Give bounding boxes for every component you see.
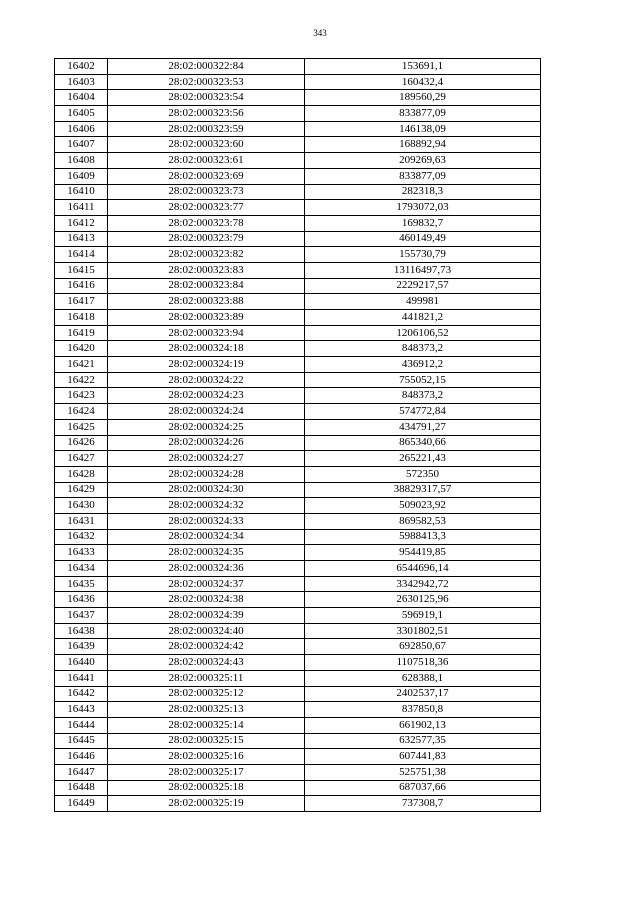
cadastral-number-cell: 28:02:000324:35 xyxy=(108,545,305,561)
cadastral-number-cell: 28:02:000323:73 xyxy=(108,184,305,200)
cadastral-number-cell: 28:02:000323:89 xyxy=(108,310,305,326)
row-number-cell: 16415 xyxy=(55,262,108,278)
table-row xyxy=(55,137,541,153)
table-row xyxy=(55,184,541,200)
table-row xyxy=(55,325,541,341)
cadastral-number-cell: 28:02:000325:14 xyxy=(108,717,305,733)
cadastral-number-cell: 28:02:000325:13 xyxy=(108,702,305,718)
table-row xyxy=(55,404,541,420)
cadastral-value-cell: 2229217,57 xyxy=(305,278,541,294)
table-row xyxy=(55,639,541,655)
cadastral-number-cell: 28:02:000325:16 xyxy=(108,749,305,765)
row-number-cell: 16417 xyxy=(55,294,108,310)
table-row xyxy=(55,294,541,310)
cadastral-value-cell: 1107518,36 xyxy=(305,655,541,671)
cadastral-number-cell: 28:02:000324:39 xyxy=(108,608,305,624)
row-number-cell: 16405 xyxy=(55,106,108,122)
cadastral-value-cell: 13116497,73 xyxy=(305,262,541,278)
row-number-cell: 16414 xyxy=(55,247,108,263)
cadastral-number-cell: 28:02:000323:53 xyxy=(108,74,305,90)
row-number-cell: 16439 xyxy=(55,639,108,655)
table-row xyxy=(55,561,541,577)
cadastral-value-cell: 38829317,57 xyxy=(305,482,541,498)
cadastral-value-cell: 865340,66 xyxy=(305,435,541,451)
row-number-cell: 16448 xyxy=(55,780,108,796)
row-number-cell: 16429 xyxy=(55,482,108,498)
cadastral-value-cell: 460149,49 xyxy=(305,231,541,247)
row-number-cell: 16416 xyxy=(55,278,108,294)
cadastral-value-cell: 434791,27 xyxy=(305,419,541,435)
cadastral-value-cell: 1793072,03 xyxy=(305,200,541,216)
cadastral-value-cell: 155730,79 xyxy=(305,247,541,263)
row-number-cell: 16432 xyxy=(55,529,108,545)
page-number: 343 xyxy=(313,28,327,38)
row-number-cell: 16447 xyxy=(55,764,108,780)
cadastral-number-cell: 28:02:000324:32 xyxy=(108,498,305,514)
row-number-cell: 16443 xyxy=(55,702,108,718)
cadastral-value-cell: 5988413,3 xyxy=(305,529,541,545)
table-row xyxy=(55,215,541,231)
cadastral-number-cell: 28:02:000323:94 xyxy=(108,325,305,341)
row-number-cell: 16437 xyxy=(55,608,108,624)
cadastral-number-cell: 28:02:000324:38 xyxy=(108,592,305,608)
cadastral-value-cell: 209269,63 xyxy=(305,153,541,169)
table-row xyxy=(55,153,541,169)
cadastral-value-cell: 3301802,51 xyxy=(305,623,541,639)
row-number-cell: 16404 xyxy=(55,90,108,106)
table-body xyxy=(55,59,541,812)
table-row xyxy=(55,702,541,718)
cadastral-number-cell: 28:02:000324:42 xyxy=(108,639,305,655)
cadastral-number-cell: 28:02:000323:60 xyxy=(108,137,305,153)
cadastral-value-cell: 499981 xyxy=(305,294,541,310)
cadastral-value-cell: 189560,29 xyxy=(305,90,541,106)
table-row xyxy=(55,106,541,122)
table-row xyxy=(55,310,541,326)
row-number-cell: 16425 xyxy=(55,419,108,435)
row-number-cell: 16419 xyxy=(55,325,108,341)
row-number-cell: 16426 xyxy=(55,435,108,451)
cadastral-value-cell: 692850,67 xyxy=(305,639,541,655)
row-number-cell: 16440 xyxy=(55,655,108,671)
cadastral-value-cell: 168892,94 xyxy=(305,137,541,153)
row-number-cell: 16434 xyxy=(55,561,108,577)
cadastral-number-cell: 28:02:000324:36 xyxy=(108,561,305,577)
cadastral-value-table xyxy=(54,58,541,812)
table-row xyxy=(55,278,541,294)
table-row xyxy=(55,90,541,106)
cadastral-value-cell: 441821,2 xyxy=(305,310,541,326)
table-row xyxy=(55,482,541,498)
row-number-cell: 16407 xyxy=(55,137,108,153)
table-row xyxy=(55,231,541,247)
cadastral-value-cell: 146138,09 xyxy=(305,121,541,137)
cadastral-number-cell: 28:02:000322:84 xyxy=(108,59,305,75)
cadastral-number-cell: 28:02:000323:78 xyxy=(108,215,305,231)
row-number-cell: 16438 xyxy=(55,623,108,639)
table-row xyxy=(55,545,541,561)
table-row xyxy=(55,451,541,467)
cadastral-value-cell: 6544696,14 xyxy=(305,561,541,577)
row-number-cell: 16412 xyxy=(55,215,108,231)
cadastral-number-cell: 28:02:000325:17 xyxy=(108,764,305,780)
cadastral-value-cell: 755052,15 xyxy=(305,372,541,388)
row-number-cell: 16433 xyxy=(55,545,108,561)
cadastral-value-cell: 833877,09 xyxy=(305,168,541,184)
table-row xyxy=(55,200,541,216)
cadastral-number-cell: 28:02:000324:40 xyxy=(108,623,305,639)
row-number-cell: 16442 xyxy=(55,686,108,702)
table-row xyxy=(55,357,541,373)
cadastral-number-cell: 28:02:000324:18 xyxy=(108,341,305,357)
cadastral-number-cell: 28:02:000324:28 xyxy=(108,466,305,482)
cadastral-number-cell: 28:02:000324:19 xyxy=(108,357,305,373)
table-row xyxy=(55,686,541,702)
cadastral-number-cell: 28:02:000324:43 xyxy=(108,655,305,671)
row-number-cell: 16402 xyxy=(55,59,108,75)
cadastral-number-cell: 28:02:000325:18 xyxy=(108,780,305,796)
cadastral-value-cell: 869582,53 xyxy=(305,513,541,529)
table-row xyxy=(55,670,541,686)
cadastral-value-cell: 607441,83 xyxy=(305,749,541,765)
cadastral-value-cell: 153691,1 xyxy=(305,59,541,75)
cadastral-number-cell: 28:02:000324:33 xyxy=(108,513,305,529)
cadastral-value-cell: 661902,13 xyxy=(305,717,541,733)
table-row xyxy=(55,168,541,184)
row-number-cell: 16430 xyxy=(55,498,108,514)
table-row xyxy=(55,435,541,451)
row-number-cell: 16423 xyxy=(55,388,108,404)
cadastral-number-cell: 28:02:000324:25 xyxy=(108,419,305,435)
cadastral-value-cell: 687037,66 xyxy=(305,780,541,796)
cadastral-number-cell: 28:02:000323:83 xyxy=(108,262,305,278)
cadastral-number-cell: 28:02:000324:37 xyxy=(108,576,305,592)
row-number-cell: 16403 xyxy=(55,74,108,90)
cadastral-number-cell: 28:02:000323:82 xyxy=(108,247,305,263)
cadastral-number-cell: 28:02:000323:79 xyxy=(108,231,305,247)
cadastral-value-cell: 1206106,52 xyxy=(305,325,541,341)
row-number-cell: 16411 xyxy=(55,200,108,216)
cadastral-value-cell: 833877,09 xyxy=(305,106,541,122)
row-number-cell: 16436 xyxy=(55,592,108,608)
cadastral-value-cell: 954419,85 xyxy=(305,545,541,561)
cadastral-value-cell: 2402537,17 xyxy=(305,686,541,702)
table-row xyxy=(55,733,541,749)
cadastral-number-cell: 28:02:000323:56 xyxy=(108,106,305,122)
table-row xyxy=(55,341,541,357)
row-number-cell: 16410 xyxy=(55,184,108,200)
cadastral-number-cell: 28:02:000324:23 xyxy=(108,388,305,404)
cadastral-number-cell: 28:02:000324:34 xyxy=(108,529,305,545)
cadastral-value-cell: 837850,8 xyxy=(305,702,541,718)
table-row xyxy=(55,121,541,137)
cadastral-number-cell: 28:02:000324:22 xyxy=(108,372,305,388)
cadastral-value-cell: 574772,84 xyxy=(305,404,541,420)
row-number-cell: 16422 xyxy=(55,372,108,388)
table-row xyxy=(55,388,541,404)
row-number-cell: 16444 xyxy=(55,717,108,733)
table-row xyxy=(55,466,541,482)
row-number-cell: 16424 xyxy=(55,404,108,420)
table-row xyxy=(55,498,541,514)
row-number-cell: 16449 xyxy=(55,796,108,812)
cadastral-value-cell: 509023,92 xyxy=(305,498,541,514)
table-row xyxy=(55,592,541,608)
table-row xyxy=(55,262,541,278)
row-number-cell: 16428 xyxy=(55,466,108,482)
cadastral-number-cell: 28:02:000323:88 xyxy=(108,294,305,310)
row-number-cell: 16406 xyxy=(55,121,108,137)
cadastral-value-cell: 265221,43 xyxy=(305,451,541,467)
row-number-cell: 16431 xyxy=(55,513,108,529)
cadastral-number-cell: 28:02:000324:27 xyxy=(108,451,305,467)
row-number-cell: 16418 xyxy=(55,310,108,326)
table-row xyxy=(55,59,541,75)
table-row xyxy=(55,419,541,435)
row-number-cell: 16446 xyxy=(55,749,108,765)
cadastral-value-cell: 572350 xyxy=(305,466,541,482)
cadastral-value-cell: 737308,7 xyxy=(305,796,541,812)
cadastral-value-cell: 282318,3 xyxy=(305,184,541,200)
row-number-cell: 16421 xyxy=(55,357,108,373)
row-number-cell: 16445 xyxy=(55,733,108,749)
cadastral-value-cell: 2630125,96 xyxy=(305,592,541,608)
table-row xyxy=(55,764,541,780)
table-row xyxy=(55,513,541,529)
cadastral-value-cell: 596919,1 xyxy=(305,608,541,624)
cadastral-value-cell: 632577,35 xyxy=(305,733,541,749)
cadastral-number-cell: 28:02:000323:61 xyxy=(108,153,305,169)
row-number-cell: 16435 xyxy=(55,576,108,592)
table-row xyxy=(55,717,541,733)
cadastral-value-cell: 160432,4 xyxy=(305,74,541,90)
cadastral-value-cell: 848373,2 xyxy=(305,341,541,357)
table-row xyxy=(55,529,541,545)
table-row xyxy=(55,796,541,812)
cadastral-number-cell: 28:02:000323:84 xyxy=(108,278,305,294)
cadastral-value-cell: 525751,38 xyxy=(305,764,541,780)
row-number-cell: 16427 xyxy=(55,451,108,467)
cadastral-number-cell: 28:02:000323:77 xyxy=(108,200,305,216)
cadastral-number-cell: 28:02:000324:26 xyxy=(108,435,305,451)
table-row xyxy=(55,749,541,765)
table-row xyxy=(55,780,541,796)
table-row xyxy=(55,372,541,388)
table-row xyxy=(55,576,541,592)
cadastral-value-cell: 848373,2 xyxy=(305,388,541,404)
row-number-cell: 16408 xyxy=(55,153,108,169)
cadastral-value-cell: 436912,2 xyxy=(305,357,541,373)
cadastral-number-cell: 28:02:000325:15 xyxy=(108,733,305,749)
cadastral-number-cell: 28:02:000324:30 xyxy=(108,482,305,498)
table-row xyxy=(55,74,541,90)
table-row xyxy=(55,623,541,639)
cadastral-number-cell: 28:02:000325:19 xyxy=(108,796,305,812)
cadastral-value-cell: 3342942,72 xyxy=(305,576,541,592)
cadastral-number-cell: 28:02:000323:59 xyxy=(108,121,305,137)
row-number-cell: 16441 xyxy=(55,670,108,686)
cadastral-number-cell: 28:02:000324:24 xyxy=(108,404,305,420)
table-row xyxy=(55,655,541,671)
cadastral-number-cell: 28:02:000323:54 xyxy=(108,90,305,106)
table-row xyxy=(55,247,541,263)
cadastral-number-cell: 28:02:000325:12 xyxy=(108,686,305,702)
table-row xyxy=(55,608,541,624)
row-number-cell: 16413 xyxy=(55,231,108,247)
cadastral-number-cell: 28:02:000323:69 xyxy=(108,168,305,184)
cadastral-value-cell: 169832,7 xyxy=(305,215,541,231)
cadastral-number-cell: 28:02:000325:11 xyxy=(108,670,305,686)
row-number-cell: 16409 xyxy=(55,168,108,184)
row-number-cell: 16420 xyxy=(55,341,108,357)
cadastral-value-cell: 628388,1 xyxy=(305,670,541,686)
